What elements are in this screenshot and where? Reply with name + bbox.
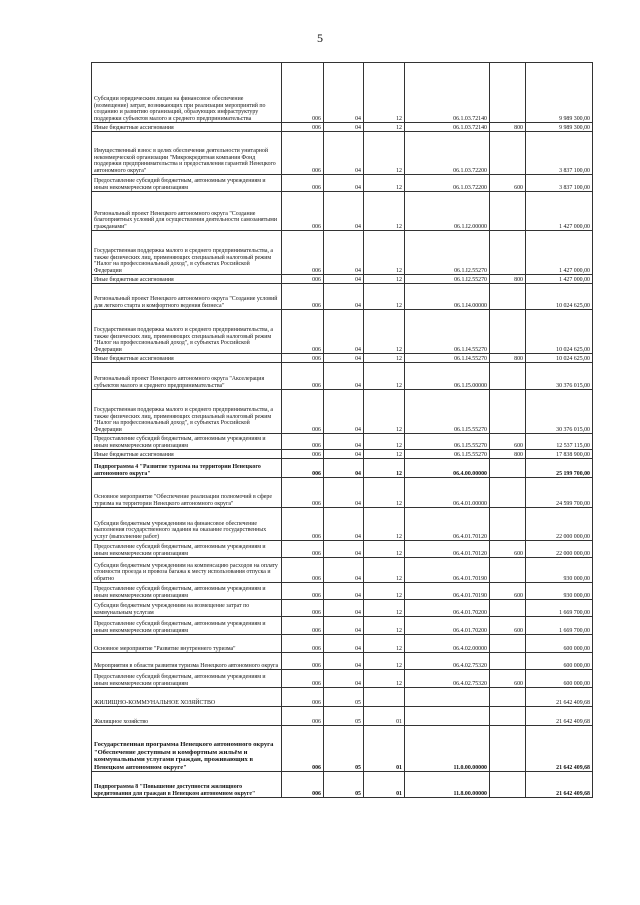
row-ved: 006	[282, 459, 324, 478]
table-row	[92, 635, 593, 653]
table-row	[92, 541, 593, 558]
row-name: Предоставление субсидий бюджетным, автономным учреждениям и иным некоммерческим организациям	[92, 670, 282, 688]
table-row	[92, 688, 593, 707]
row-subsection: 12	[364, 617, 405, 635]
row-amount: 10 024 625,00	[526, 284, 593, 310]
row-name: Региональный проект Ненецкого автономного округа "Создание условий для легкого старта и комфортного ведения бизнеса"	[92, 284, 282, 310]
row-section: 04	[324, 354, 364, 363]
row-ved: 006	[282, 354, 324, 363]
row-subsection: 12	[364, 390, 405, 434]
row-section: 05	[324, 688, 364, 707]
row-subsection: 01	[364, 726, 405, 772]
table-row	[92, 63, 593, 123]
row-ved: 006	[282, 726, 324, 772]
row-subsection: 12	[364, 354, 405, 363]
row-subsection	[364, 688, 405, 707]
row-amount: 1 669 700,00	[526, 600, 593, 617]
row-ved: 006	[282, 478, 324, 508]
row-section: 04	[324, 459, 364, 478]
row-expense-type	[490, 478, 526, 508]
table-row	[92, 653, 593, 670]
row-section: 04	[324, 175, 364, 192]
table-row	[92, 123, 593, 132]
row-amount: 1 427 000,00	[526, 275, 593, 284]
row-section: 04	[324, 450, 364, 459]
table-row	[92, 508, 593, 541]
row-target-article: 06.4.01.70190	[405, 583, 490, 600]
row-target-article: 06.4.00.00000	[405, 459, 490, 478]
row-ved: 006	[282, 558, 324, 583]
row-target-article: 06.1.I5.55270	[405, 434, 490, 450]
table-row	[92, 354, 593, 363]
row-amount: 21 642 409,68	[526, 772, 593, 798]
table-row	[92, 558, 593, 583]
row-target-article: 06.1.03.72200	[405, 132, 490, 175]
row-amount: 3 837 100,00	[526, 132, 593, 175]
row-name: Основное мероприятие "Обеспечение реализации полномочий в сфере туризма на территории Ненецкого автономного округа"	[92, 478, 282, 508]
row-target-article: 06.1.I4.55270	[405, 354, 490, 363]
row-amount: 30 376 015,00	[526, 390, 593, 434]
row-amount: 25 199 700,00	[526, 459, 593, 478]
row-target-article: 06.1.I2.55270	[405, 275, 490, 284]
row-expense-type	[490, 772, 526, 798]
row-amount: 9 989 300,00	[526, 63, 593, 123]
row-expense-type: 800	[490, 450, 526, 459]
row-expense-type	[490, 231, 526, 275]
page-number: 5	[317, 31, 323, 45]
row-subsection: 12	[364, 175, 405, 192]
table-row	[92, 772, 593, 798]
row-ved: 006	[282, 275, 324, 284]
row-target-article: 06.1.03.72140	[405, 63, 490, 123]
row-ved: 006	[282, 434, 324, 450]
row-amount: 10 024 625,00	[526, 354, 593, 363]
row-amount: 21 642 409,68	[526, 707, 593, 726]
row-target-article: 06.1.I5.55270	[405, 450, 490, 459]
row-target-article	[405, 707, 490, 726]
row-subsection: 12	[364, 635, 405, 653]
row-subsection: 01	[364, 772, 405, 798]
row-name: Основное мероприятие "Развитие внутреннего туризма"	[92, 635, 282, 653]
budget-table	[91, 62, 593, 798]
row-name: Иные бюджетные ассигнования	[92, 450, 282, 459]
row-section: 04	[324, 508, 364, 541]
table-row	[92, 275, 593, 284]
row-subsection: 12	[364, 434, 405, 450]
row-subsection: 01	[364, 707, 405, 726]
row-amount: 1 669 700,00	[526, 617, 593, 635]
row-expense-type: 600	[490, 617, 526, 635]
row-target-article: 06.1.I2.55270	[405, 231, 490, 275]
row-ved: 006	[282, 583, 324, 600]
row-name: Иные бюджетные ассигнования	[92, 275, 282, 284]
row-target-article: 06.4.01.70200	[405, 617, 490, 635]
row-expense-type	[490, 688, 526, 707]
row-expense-type	[490, 508, 526, 541]
table-row	[92, 390, 593, 434]
row-name: Субсидии бюджетным учреждениям на компенсацию расходов на оплату стоимости проезда и провоза багажа к месту использования отпуска и обратно	[92, 558, 282, 583]
row-amount: 930 000,00	[526, 558, 593, 583]
row-ved: 006	[282, 688, 324, 707]
row-amount: 21 642 409,68	[526, 688, 593, 707]
row-section: 04	[324, 390, 364, 434]
row-expense-type	[490, 726, 526, 772]
table-row	[92, 478, 593, 508]
row-section: 04	[324, 231, 364, 275]
row-target-article: 06.4.01.70190	[405, 558, 490, 583]
row-subsection: 12	[364, 63, 405, 123]
row-subsection: 12	[364, 310, 405, 354]
row-target-article: 06.1.I2.00000	[405, 192, 490, 231]
row-ved: 006	[282, 450, 324, 459]
row-expense-type	[490, 635, 526, 653]
row-target-article: 06.1.I5.55270	[405, 390, 490, 434]
row-name: Государственная поддержка малого и среднего предпринимательства, а также физических лиц, применяющих специальный налоговый режим "Налог на профессиональный доход", в субъектах Российской Федерации	[92, 390, 282, 434]
row-expense-type: 600	[490, 583, 526, 600]
row-subsection: 12	[364, 275, 405, 284]
row-name: Предоставление субсидий бюджетным, автономным учреждениям и иным некоммерческим организациям	[92, 175, 282, 192]
row-amount: 600 000,00	[526, 635, 593, 653]
row-name: Мероприятия в области развития туризма Ненецкого автономного округа	[92, 653, 282, 670]
row-expense-type	[490, 558, 526, 583]
table-row	[92, 617, 593, 635]
row-target-article: 06.4.01.00000	[405, 478, 490, 508]
row-target-article: 06.1.I5.00000	[405, 363, 490, 390]
row-target-article: 06.4.02.00000	[405, 635, 490, 653]
row-subsection: 12	[364, 284, 405, 310]
row-amount: 17 838 900,00	[526, 450, 593, 459]
table-row	[92, 175, 593, 192]
row-expense-type	[490, 600, 526, 617]
row-target-article: 06.4.02.75320	[405, 670, 490, 688]
row-section: 04	[324, 63, 364, 123]
table-row	[92, 363, 593, 390]
row-ved: 006	[282, 600, 324, 617]
row-target-article	[405, 688, 490, 707]
row-name: Подпрограмма 4 "Развитие туризма на территории Ненецкого автономного округа"	[92, 459, 282, 478]
row-section: 04	[324, 132, 364, 175]
row-section: 04	[324, 363, 364, 390]
row-amount: 10 024 625,00	[526, 310, 593, 354]
row-name: Предоставление субсидий бюджетным, автономным учреждениям и иным некоммерческим организациям	[92, 583, 282, 600]
table-row	[92, 670, 593, 688]
row-amount: 9 989 300,00	[526, 123, 593, 132]
row-expense-type	[490, 63, 526, 123]
row-ved: 006	[282, 670, 324, 688]
row-section: 04	[324, 310, 364, 354]
row-section: 04	[324, 653, 364, 670]
row-ved: 006	[282, 363, 324, 390]
row-ved: 006	[282, 175, 324, 192]
row-section: 04	[324, 600, 364, 617]
row-expense-type: 800	[490, 275, 526, 284]
row-target-article: 11.8.00.00000	[405, 772, 490, 798]
row-subsection: 12	[364, 541, 405, 558]
row-expense-type	[490, 653, 526, 670]
row-subsection: 12	[364, 192, 405, 231]
row-expense-type: 600	[490, 175, 526, 192]
row-ved: 006	[282, 123, 324, 132]
row-target-article: 06.1.03.72140	[405, 123, 490, 132]
table-row	[92, 583, 593, 600]
table-row	[92, 707, 593, 726]
row-subsection: 12	[364, 363, 405, 390]
row-name: Подпрограмма 8 "Повышение доступности жилищного кредитования для граждан в Ненецком автономном округе"	[92, 772, 282, 798]
row-section: 04	[324, 123, 364, 132]
row-amount: 22 000 000,00	[526, 541, 593, 558]
row-expense-type	[490, 390, 526, 434]
row-expense-type	[490, 132, 526, 175]
row-section: 05	[324, 707, 364, 726]
row-ved: 006	[282, 541, 324, 558]
table-row	[92, 192, 593, 231]
row-expense-type: 800	[490, 354, 526, 363]
row-subsection: 12	[364, 670, 405, 688]
row-amount: 930 000,00	[526, 583, 593, 600]
table-row	[92, 310, 593, 354]
row-section: 04	[324, 670, 364, 688]
row-section: 05	[324, 726, 364, 772]
row-ved: 006	[282, 192, 324, 231]
row-amount: 1 427 000,00	[526, 231, 593, 275]
row-expense-type	[490, 363, 526, 390]
row-amount: 12 537 115,00	[526, 434, 593, 450]
row-expense-type	[490, 459, 526, 478]
row-amount: 21 642 409,68	[526, 726, 593, 772]
row-subsection: 12	[364, 583, 405, 600]
row-ved: 006	[282, 617, 324, 635]
row-name: Региональный проект Ненецкого автономного округа "Акселерация субъектов малого и среднего предпринимательства"	[92, 363, 282, 390]
table-row	[92, 434, 593, 450]
row-ved: 006	[282, 772, 324, 798]
row-expense-type	[490, 310, 526, 354]
row-ved: 006	[282, 310, 324, 354]
row-target-article: 06.4.01.70120	[405, 541, 490, 558]
row-ved: 006	[282, 635, 324, 653]
row-section: 04	[324, 284, 364, 310]
row-subsection: 12	[364, 132, 405, 175]
row-amount: 22 000 000,00	[526, 508, 593, 541]
row-name: Иные бюджетные ассигнования	[92, 354, 282, 363]
row-subsection: 12	[364, 653, 405, 670]
row-section: 04	[324, 478, 364, 508]
row-target-article: 06.4.01.70200	[405, 600, 490, 617]
row-target-article: 06.1.I4.55270	[405, 310, 490, 354]
row-name: Жилищное хозяйство	[92, 707, 282, 726]
row-name: Государственная программа Ненецкого автономного округа "Обеспечение доступным и комфортным жильём и коммунальными услугами граждан, проживающих в Ненецком автономном округе"	[92, 726, 282, 772]
row-expense-type: 600	[490, 541, 526, 558]
row-ved: 006	[282, 508, 324, 541]
row-ved: 006	[282, 284, 324, 310]
row-section: 04	[324, 583, 364, 600]
row-subsection: 12	[364, 600, 405, 617]
row-expense-type	[490, 707, 526, 726]
table-row	[92, 231, 593, 275]
row-section: 04	[324, 635, 364, 653]
table-row	[92, 459, 593, 478]
row-subsection: 12	[364, 558, 405, 583]
row-name: Государственная поддержка малого и среднего предпринимательства, а также физических лиц, применяющих специальный налоговый режим "Налог на профессиональный доход", в субъектах Российской Федерации	[92, 310, 282, 354]
row-subsection: 12	[364, 508, 405, 541]
row-name: Предоставление субсидий бюджетным, автономным учреждениям и иным некоммерческим организациям	[92, 541, 282, 558]
table-row	[92, 450, 593, 459]
row-name: Субсидии юридическим лицам на финансовое обеспечение (возмещение) затрат, возникающих при реализации мероприятий по созданию и развитию организаций, образующих инфраструктуру поддержки субъектов малого и среднего предпринимательства	[92, 63, 282, 123]
row-ved: 006	[282, 132, 324, 175]
row-amount: 30 376 015,00	[526, 363, 593, 390]
row-name: Субсидии бюджетным учреждениям на возмещение затрат по коммунальным услугам	[92, 600, 282, 617]
row-name: ЖИЛИЩНО-КОММУНАЛЬНОЕ ХОЗЯЙСТВО	[92, 688, 282, 707]
row-subsection: 12	[364, 231, 405, 275]
row-name: Предоставление субсидий бюджетным, автономным учреждениям и иным некоммерческим организациям	[92, 434, 282, 450]
row-ved: 006	[282, 707, 324, 726]
row-amount: 24 599 700,00	[526, 478, 593, 508]
row-name: Субсидии бюджетным учреждениям на финансовое обеспечение выполнения государственного задания на оказание государственных услуг (выполнение работ)	[92, 508, 282, 541]
row-amount: 600 000,00	[526, 653, 593, 670]
row-section: 04	[324, 558, 364, 583]
row-target-article: 06.1.I4.00000	[405, 284, 490, 310]
row-name: Региональный проект Ненецкого автономного округа "Создание благоприятных условий для осуществления деятельности самозанятыми гражданами"	[92, 192, 282, 231]
row-ved: 006	[282, 63, 324, 123]
row-name: Государственная поддержка малого и среднего предпринимательства, а также физических лиц, применяющих специальный налоговый режим "Налог на профессиональный доход", в субъектах Российской Федерации	[92, 231, 282, 275]
table-row	[92, 132, 593, 175]
row-expense-type: 600	[490, 670, 526, 688]
row-expense-type: 800	[490, 123, 526, 132]
row-target-article: 06.1.03.72200	[405, 175, 490, 192]
row-ved: 006	[282, 653, 324, 670]
table-row	[92, 726, 593, 772]
row-subsection: 12	[364, 478, 405, 508]
row-target-article: 11.0.00.00000	[405, 726, 490, 772]
row-ved: 006	[282, 390, 324, 434]
table-row	[92, 600, 593, 617]
row-amount: 600 000,00	[526, 670, 593, 688]
row-section: 04	[324, 541, 364, 558]
row-amount: 1 427 000,00	[526, 192, 593, 231]
table-row	[92, 284, 593, 310]
row-subsection: 12	[364, 450, 405, 459]
row-subsection: 12	[364, 459, 405, 478]
row-section: 05	[324, 772, 364, 798]
row-section: 04	[324, 275, 364, 284]
row-section: 04	[324, 434, 364, 450]
row-ved: 006	[282, 231, 324, 275]
row-name: Имущественный взнос в целях обеспечения деятельности унитарной некоммерческой организации "Микрокредитная компания Фонд поддержки предпринимательства и предоставления гарантий Ненецкого автономного округа"	[92, 132, 282, 175]
row-section: 04	[324, 617, 364, 635]
row-subsection: 12	[364, 123, 405, 132]
row-expense-type	[490, 284, 526, 310]
row-expense-type: 600	[490, 434, 526, 450]
row-target-article: 06.4.01.70120	[405, 508, 490, 541]
row-target-article: 06.4.02.75320	[405, 653, 490, 670]
row-expense-type	[490, 192, 526, 231]
row-section: 04	[324, 192, 364, 231]
row-name: Предоставление субсидий бюджетным, автономным учреждениям и иным некоммерческим организациям	[92, 617, 282, 635]
row-amount: 3 837 100,00	[526, 175, 593, 192]
row-name: Иные бюджетные ассигнования	[92, 123, 282, 132]
